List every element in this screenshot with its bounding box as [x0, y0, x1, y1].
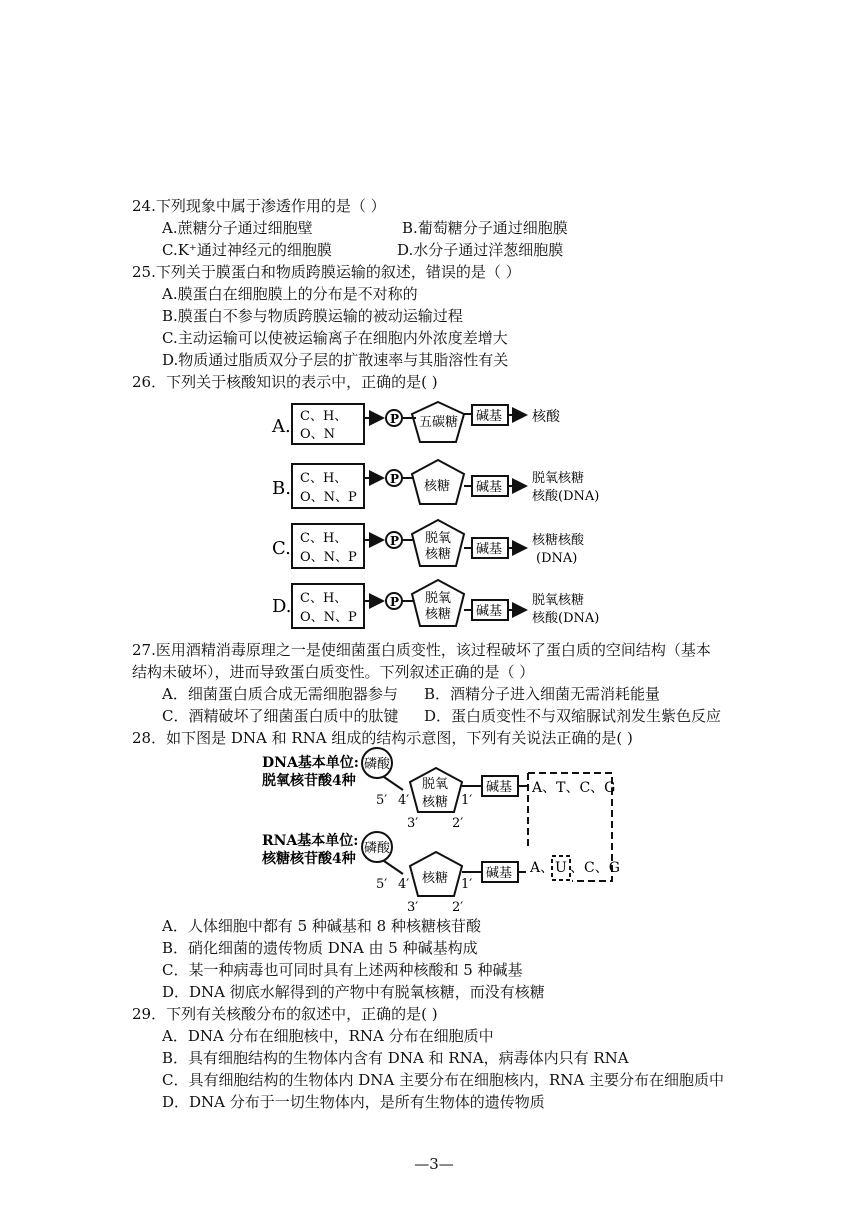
dna-phosphate-label: 磷酸: [364, 757, 391, 772]
product-label: 核酸: [532, 409, 560, 425]
rna-carbon-5: 5′: [376, 877, 388, 892]
rna-phosphate-label: 磷酸: [364, 841, 391, 856]
element-line2: O、N: [300, 427, 336, 442]
product-line1: 核糖核酸: [532, 533, 585, 548]
rna-base-a: A、: [530, 860, 555, 876]
q25-option-d: D.物质通过脂质双分子层的扩散速率与其脂溶性有关: [162, 351, 509, 369]
rna-unit-label2: 核糖核苷酸4种: [262, 851, 356, 867]
base-label: 碱基: [476, 542, 503, 557]
q24-option-b: B.葡萄糖分子通过细胞膜: [402, 219, 568, 237]
sugar-line2: 核糖: [425, 547, 452, 562]
diagram-d-letter: D.: [272, 596, 292, 617]
q28-option-b: B．硝化细菌的遗传物质 DNA 由 5 种碱基构成: [162, 939, 478, 957]
dna-base-label: 碱基: [486, 780, 513, 795]
rna-base-label: 碱基: [486, 866, 513, 881]
rna-carbon-2: 2′: [452, 900, 464, 915]
product-line2: 核酸(DNA): [532, 489, 600, 504]
dna-sugar-line1: 脱氧: [422, 777, 449, 792]
q29-option-c: C．具有细胞结构的生物体内 DNA 主要分布在细胞核内，RNA 主要分布在细胞质中: [162, 1071, 725, 1089]
dna-unit-label1: DNA基本单位:: [262, 755, 359, 771]
q27-option-d: D．蛋白质变性不与双缩脲试剂发生紫色反应: [424, 707, 722, 725]
product-line2: 核酸(DNA): [532, 611, 600, 626]
q28-option-c: C．某一种病毒也可同时具有上述两种核酸和 5 种碱基: [162, 961, 523, 979]
dna-bases: A、T、C、G: [532, 780, 616, 796]
rna-carbon-1: 1′: [461, 877, 473, 892]
q27-option-a: A．细菌蛋白质合成无需细胞器参与: [162, 685, 398, 703]
element-line2: O、N、P: [300, 490, 357, 505]
q24-option-d: D.水分子通过洋葱细胞膜: [397, 241, 564, 259]
q24-option-c: C.K⁺通过神经元的细胞膜: [162, 241, 332, 259]
diagram-a-letter: A.: [272, 416, 291, 437]
q29-option-d: D．DNA 分布于一切生物体内，是所有生物体的遗传物质: [162, 1093, 545, 1111]
sugar-line1: 脱氧: [425, 531, 452, 546]
q25-option-a: A.膜蛋白在细胞膜上的分布是不对称的: [162, 285, 418, 303]
element-line2: O、N、P: [300, 550, 357, 565]
product-line1: 脱氧核糖: [532, 593, 585, 608]
element-line1: C、H、: [300, 471, 348, 486]
carbon-4: 4′: [398, 793, 410, 808]
q25-stem: 25.下列关于膜蛋白和物质跨膜运输的叙述，错误的是（ ）: [132, 263, 521, 281]
q27-option-b: B．酒精分子进入细菌无需消耗能量: [424, 685, 661, 703]
carbon-5: 5′: [376, 793, 388, 808]
dna-sugar-line2: 核糖: [422, 795, 449, 810]
element-line1: C、H、: [300, 591, 348, 606]
q29-option-a: A．DNA 分布在细胞核中，RNA 分布在细胞质中: [162, 1027, 494, 1045]
q27-stem-line2: 结构未破坏），进而导致蛋白质变性。下列叙述正确的是（ ）: [132, 663, 535, 681]
rna-base-cg: 、C、G: [570, 860, 620, 876]
q28-option-d: D．DNA 彻底水解得到的产物中有脱氧核糖，而没有核糖: [162, 983, 545, 1001]
q25-option-b: B.膜蛋白不参与物质跨膜运输的被动运输过程: [162, 307, 463, 325]
carbon-2: 2′: [452, 816, 464, 831]
product-line1: 脱氧核糖: [532, 471, 585, 486]
base-label: 碱基: [476, 480, 503, 495]
carbon-1: 1′: [461, 793, 473, 808]
q26-diagram-b: [272, 460, 599, 508]
q27-option-c: C．酒精破坏了细菌蛋白质中的肽键: [162, 707, 399, 725]
q29-stem: 29．下列有关核酸分布的叙述中，正确的是( ): [132, 1005, 438, 1023]
sugar-label: 核糖: [424, 479, 451, 494]
carbon-3: 3′: [407, 816, 419, 831]
sugar-line2: 核糖: [425, 607, 452, 622]
phosphate-label: P: [390, 412, 400, 426]
page-number: —3—: [414, 1155, 454, 1173]
rna-unit-label1: RNA基本单位:: [262, 833, 359, 849]
q26-diagram-a: [271, 402, 561, 444]
rna-carbon-4: 4′: [398, 877, 410, 892]
q29-option-b: B．具有细胞结构的生物体内含有 DNA 和 RNA，病毒体内只有 RNA: [162, 1049, 629, 1067]
q26-stem: 26．下列关于核酸知识的表示中，正确的是( ): [132, 373, 438, 391]
dna-unit-label2: 脱氧核苷酸4种: [262, 773, 356, 789]
element-line2: O、N、P: [300, 610, 357, 625]
diagram-b-letter: B.: [272, 478, 291, 499]
phosphate-label: P: [390, 534, 400, 548]
q26-diagram-c: [272, 520, 585, 568]
sugar-label: 五碳糖: [419, 415, 459, 430]
phosphate-label: P: [390, 595, 400, 609]
rna-carbon-3: 3′: [407, 900, 419, 915]
sugar-line1: 脱氧: [425, 591, 452, 606]
element-line1: C、H、: [300, 409, 348, 424]
rna-base-u: U: [555, 860, 567, 876]
q25-option-c: C.主动运输可以使被运输离子在细胞内外浓度差增大: [162, 329, 508, 347]
q24-option-a: A.蔗糖分子通过细胞壁: [162, 219, 313, 237]
q28-diagram: [261, 748, 620, 915]
diagram-c-letter: C.: [272, 538, 291, 559]
q26-diagram-d: [272, 580, 599, 628]
product-line2: (DNA): [536, 551, 578, 566]
base-label: 碱基: [476, 409, 503, 424]
phosphate-label: P: [390, 472, 400, 486]
q28-option-a: A．人体细胞中都有 5 种碱基和 8 种核糖核苷酸: [162, 917, 481, 935]
q27-stem-line1: 27.医用酒精消毒原理之一是使细菌蛋白质变性，该过程破坏了蛋白质的空间结构（基本: [132, 641, 711, 659]
q28-stem: 28．如下图是 DNA 和 RNA 组成的结构示意图，下列有关说法正确的是( ): [132, 729, 633, 747]
rna-sugar-label: 核糖: [422, 871, 449, 886]
base-label: 碱基: [476, 604, 503, 619]
element-line1: C、H、: [300, 531, 348, 546]
q24-stem: 24.下列现象中属于渗透作用的是（ ）: [132, 197, 386, 215]
